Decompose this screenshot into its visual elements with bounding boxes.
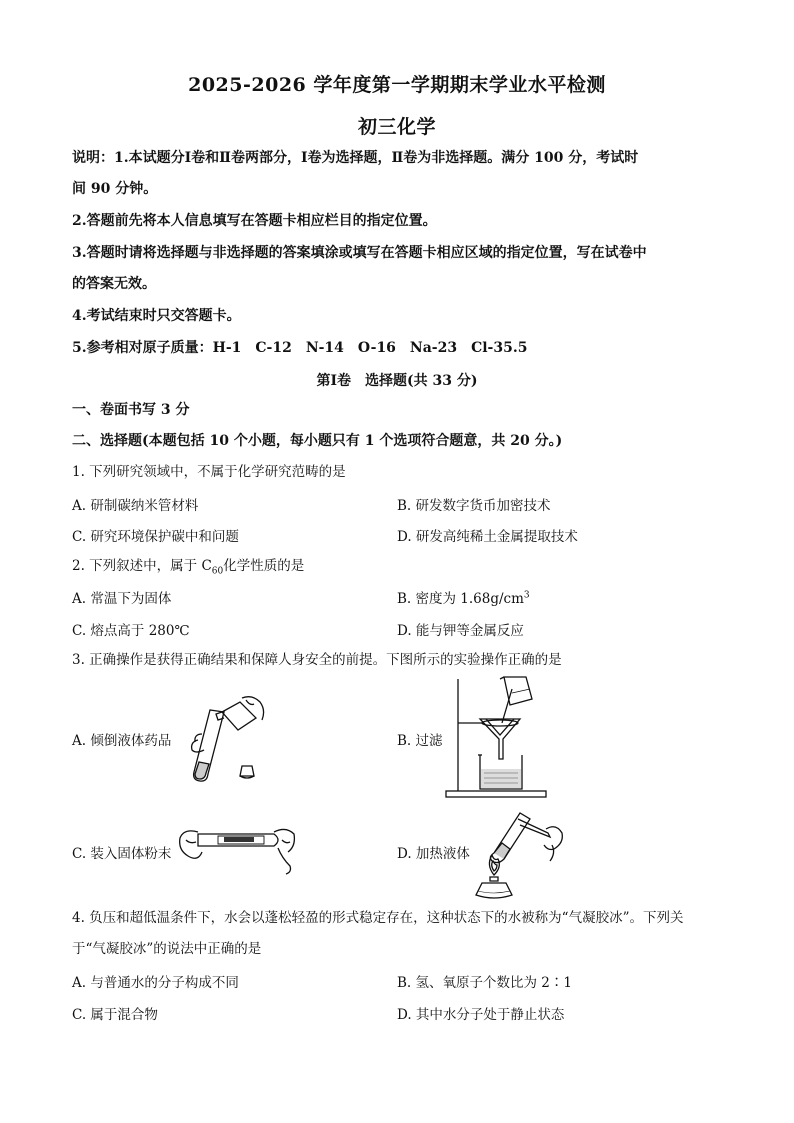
- instruction-3: 3.答题时请将选择题与非选择题的答案填涂或填写在答题卡相应区域的指定位置，写在试卷中: [72, 245, 647, 261]
- question-4-option-c: C. 属于混合物: [72, 1007, 158, 1023]
- part-1-heading: 一、卷面书写 3 分: [72, 402, 190, 418]
- question-2-stem-post: 化学性质的是: [223, 558, 305, 574]
- question-1-option-a: A. 研制碳纳米管材料: [72, 498, 199, 514]
- question-1-stem: 1. 下列研究领域中，不属于化学研究范畴的是: [72, 464, 346, 480]
- question-2-stem-pre: 2. 下列叙述中，属于 C: [72, 558, 212, 574]
- part-2-heading: 二、选择题(本题包括 10 个小题，每小题只有 1 个选项符合题意，共 20 分。): [72, 433, 563, 449]
- question-1-option-c: C. 研究环境保护碳中和问题: [72, 529, 239, 545]
- loading-powder-figure: [178, 818, 296, 878]
- question-2-stem-subscript: 60: [211, 566, 224, 577]
- instruction-3-cont: 的答案无效。: [72, 276, 156, 292]
- instruction-1: 说明：1.本试题分Ⅰ卷和Ⅱ卷两部分，Ⅰ卷为选择题，Ⅱ卷为非选择题。满分 100 分，考试时: [72, 150, 639, 166]
- question-3-option-b: B. 过滤: [397, 733, 443, 749]
- heating-liquid-figure: [468, 805, 568, 900]
- question-2-option-c: C. 熔点高于 280℃: [72, 623, 190, 639]
- page-title: 2025-2026 学年度第一学期期末学业水平检测: [188, 74, 606, 96]
- question-1-option-d: D. 研发高纯稀土金属提取技术: [397, 529, 578, 545]
- question-2-option-b-text: B. 密度为 1.68g/cm: [397, 591, 524, 607]
- question-4-stem-line-1: 4. 负压和超低温条件下，水会以蓬松轻盈的形式稳定存在，这种状态下的水被称为“气凝胶冰”。下列关: [72, 910, 684, 926]
- pouring-liquid-figure: [180, 690, 280, 785]
- question-3-option-a: A. 倾倒液体药品: [72, 733, 172, 749]
- question-2-option-d: D. 能与钾等金属反应: [397, 623, 524, 639]
- question-2-option-a: A. 常温下为固体: [72, 591, 172, 607]
- question-2-option-b-superscript: 3: [523, 590, 530, 601]
- question-4-stem-line-2: 于“气凝胶冰”的说法中正确的是: [72, 941, 262, 957]
- question-1-option-b: B. 研发数字货币加密技术: [397, 498, 551, 514]
- question-3-option-d: D. 加热液体: [397, 846, 470, 862]
- instruction-2: 2.答题前先将本人信息填写在答题卡相应栏目的指定位置。: [72, 213, 437, 229]
- instruction-5: 5.参考相对原子质量：H-1 C-12 N-14 O-16 Na-23 Cl-35.5: [72, 340, 528, 356]
- question-4-option-d: D. 其中水分子处于静止状态: [397, 1007, 565, 1023]
- page-subtitle: 初三化学: [357, 116, 436, 138]
- question-2-stem: [72, 556, 304, 582]
- filtration-figure: [440, 675, 555, 800]
- question-3-option-c: C. 装入固体粉末: [72, 846, 172, 862]
- section-heading: 第Ⅰ卷 选择题(共 33 分): [316, 373, 478, 389]
- instruction-4: 4.考试结束时只交答题卡。: [72, 308, 241, 324]
- instruction-1-cont: 间 90 分钟。: [72, 181, 158, 197]
- question-4-option-b: B. 氢、氧原子个数比为 2∶1: [397, 975, 572, 991]
- question-3-stem: 3. 正确操作是获得正确结果和保障人身安全的前提。下图所示的实验操作正确的是: [72, 652, 562, 668]
- question-2-option-b: [397, 587, 530, 607]
- question-4-option-a: A. 与普通水的分子构成不同: [72, 975, 239, 991]
